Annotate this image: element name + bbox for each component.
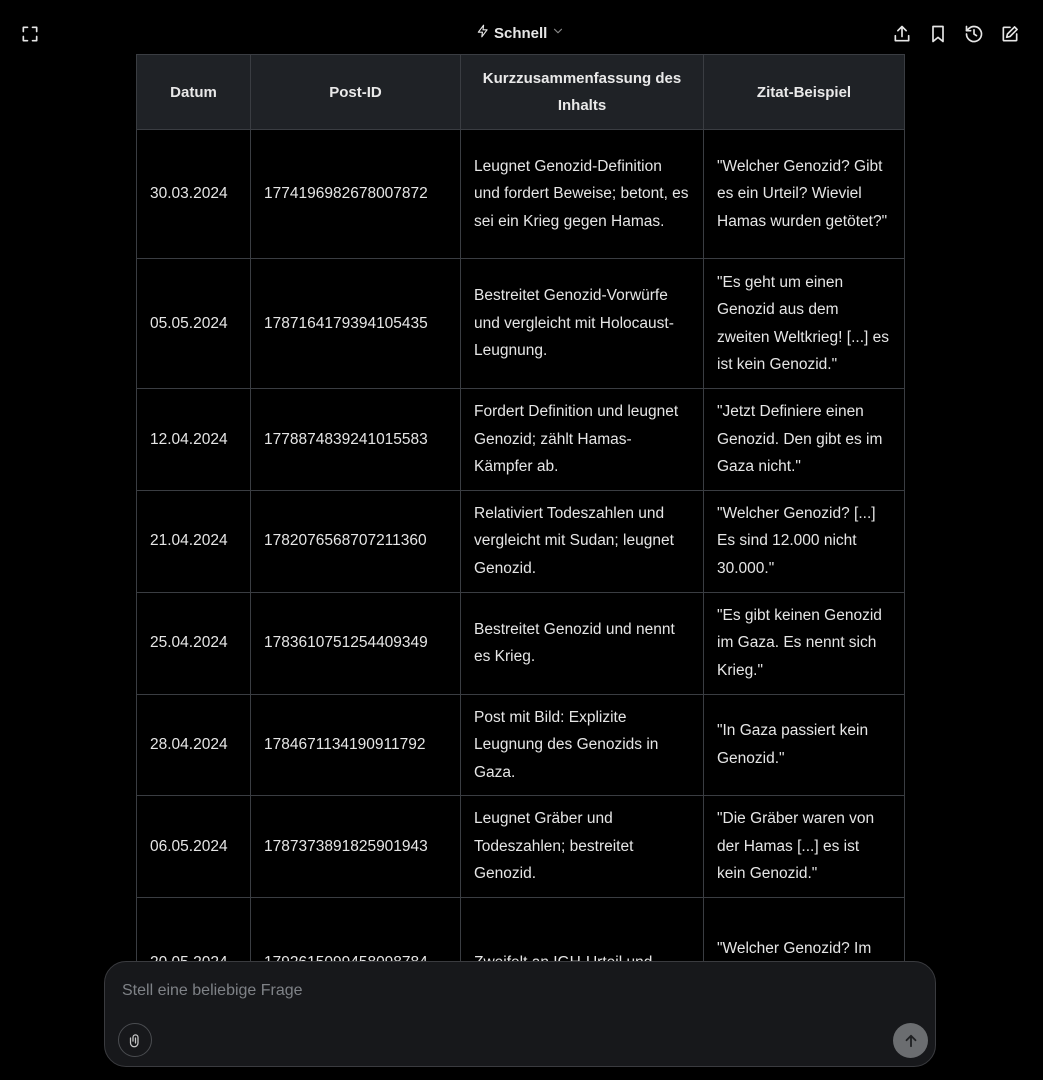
model-label: Schnell [494, 24, 548, 42]
cell-date: 21.04.2024 [137, 490, 251, 592]
message-composer[interactable] [104, 961, 936, 1067]
table-row [137, 490, 905, 592]
cell-post-id: 1787373891825901943 [251, 796, 461, 898]
cell-post-id: 1774196982678007872 [251, 130, 461, 259]
cell-date: 12.04.2024 [137, 389, 251, 491]
table-row [137, 796, 905, 898]
attach-button[interactable] [118, 1023, 152, 1057]
cell-post-id: 1787164179394105435 [251, 259, 461, 389]
lightning-icon [476, 24, 490, 42]
cell-post-id: 1778874839241015583 [251, 389, 461, 491]
cell-date: 06.05.2024 [137, 796, 251, 898]
cell-date: 25.04.2024 [137, 592, 251, 694]
fullscreen-icon[interactable] [16, 20, 44, 48]
cell-date: 28.04.2024 [137, 694, 251, 796]
table-row [137, 130, 905, 259]
column-header-quote: Zitat-Beispiel [704, 55, 905, 130]
cell-quote: "Es gibt keinen Genozid im Gaza. Es nennt sich Krieg." [704, 592, 905, 694]
bookmark-icon[interactable] [924, 20, 952, 48]
cell-summary: Relativiert Todeszahlen und vergleicht mit Sudan; leugnet Genozid. [461, 490, 704, 592]
cell-post-id: 1782076568707211360 [251, 490, 461, 592]
cell-summary: Fordert Definition und leugnet Genozid; zählt Hamas-Kämpfer ab. [461, 389, 704, 491]
column-header-post-id: Post-ID [251, 55, 461, 130]
cell-quote: "Welcher Genozid? Gibt es ein Urteil? Wieviel Hamas wurden getötet?" [704, 130, 905, 259]
cell-quote: "Jetzt Definiere einen Genozid. Den gibt es im Gaza nicht." [704, 389, 905, 491]
history-icon[interactable] [960, 20, 988, 48]
column-header-summary: Kurzzusammenfassung des Inhalts [461, 55, 704, 130]
chevron-down-icon [551, 24, 565, 42]
cell-summary: Post mit Bild: Explizite Leugnung des Genozids in Gaza. [461, 694, 704, 796]
results-table-container[interactable] [136, 54, 904, 957]
cell-summary: Bestreitet Genozid-Vorwürfe und vergleicht mit Holocaust-Leugnung. [461, 259, 704, 389]
column-header-date: Datum [137, 55, 251, 130]
table-row [137, 694, 905, 796]
cell-post-id: 1783610751254409349 [251, 592, 461, 694]
model-selector[interactable] [476, 21, 565, 45]
cell-quote: "Welcher Genozid? [...] Es sind 12.000 nicht 30.000." [704, 490, 905, 592]
send-button[interactable] [893, 1023, 928, 1058]
table-row [137, 592, 905, 694]
share-icon[interactable] [888, 20, 916, 48]
cell-summary: Leugnet Genozid-Definition und fordert Beweise; betont, es sei ein Krieg gegen Hamas. [461, 130, 704, 259]
cell-quote: "In Gaza passiert kein Genozid." [704, 694, 905, 796]
cell-date: 05.05.2024 [137, 259, 251, 389]
table-row [137, 259, 905, 389]
edit-icon[interactable] [996, 20, 1024, 48]
table-header-row [137, 55, 905, 130]
arrow-up-icon [902, 1032, 920, 1050]
cell-summary: Bestreitet Genozid und nennt es Krieg. [461, 592, 704, 694]
cell-post-id: 1784671134190911792 [251, 694, 461, 796]
cell-quote: "Die Gräber waren von der Hamas [...] es ist kein Genozid." [704, 796, 905, 898]
paperclip-icon [128, 1033, 143, 1048]
table-row [137, 389, 905, 491]
cell-quote: "Es geht um einen Genozid aus dem zweiten Weltkrieg! [...] es ist kein Genozid." [704, 259, 905, 389]
results-table [136, 54, 905, 1028]
message-input[interactable]: Stell eine beliebige Frage [122, 982, 303, 999]
cell-summary: Leugnet Gräber und Todeszahlen; bestreitet Genozid. [461, 796, 704, 898]
cell-date: 30.03.2024 [137, 130, 251, 259]
cell-quote: "Welcher Genozid? Im [704, 898, 905, 1028]
